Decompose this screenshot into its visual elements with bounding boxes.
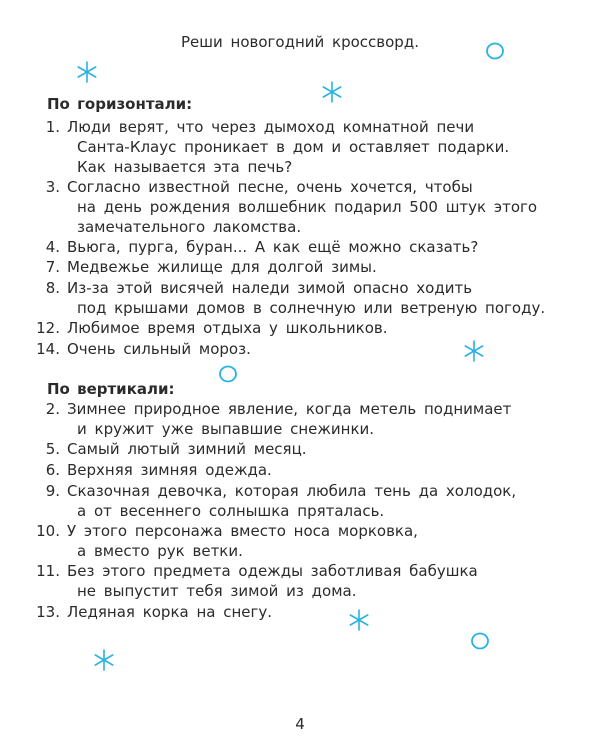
clue-line: Вьюга, пурга, буран... А как ещё можно сказать?: [67, 238, 479, 256]
snowflake-icon: [75, 60, 99, 84]
clue-line: замечательного лакомства.: [77, 218, 302, 236]
clue-line: Зимнее природное явление, когда метель поднимает: [67, 400, 512, 418]
clue-number: 12.: [36, 319, 60, 337]
clue-number: 14.: [36, 340, 60, 358]
clue-line: Как называется эта печь?: [77, 158, 293, 176]
clue-line: Ледяная корка на снегу.: [67, 603, 273, 621]
page-title: Реши новогодний кроссворд.: [181, 33, 419, 51]
clue-line: Люди верят, что через дымоход комнатной печи: [67, 118, 475, 136]
snowflake-icon: [462, 339, 486, 363]
clue-number: 8.: [45, 279, 60, 297]
snowflake-icon: [92, 648, 116, 672]
clue-line: Согласно известной песне, очень хочется, чтобы: [67, 178, 473, 196]
clue-line: Любимое время отдыха у школьников.: [67, 319, 388, 337]
clue-number: 11.: [36, 562, 60, 580]
clue-line: Сказочная девочка, которая любила тень да холодок,: [67, 482, 517, 500]
clue-number: 3.: [45, 178, 60, 196]
clue-number: 4.: [45, 238, 60, 256]
clue-line: на день рождения волшебник подарил 500 штук этого: [77, 198, 538, 216]
clue-line: под крышами домов в солнечную или ветреную погоду.: [77, 299, 546, 317]
clue-line: У этого персонажа вместо носа морковка,: [67, 522, 418, 540]
clue-line: Очень сильный мороз.: [67, 340, 251, 358]
horizontal-heading: По горизонтали:: [47, 95, 193, 113]
clue-line: Санта-Клаус проникает в дом и оставляет подарки.: [77, 138, 510, 156]
clue-line: и кружит уже выпавшие снежинки.: [77, 420, 375, 438]
page-number: 4: [295, 715, 305, 733]
clue-line: Из-за этой висячей наледи зимой опасно ходить: [67, 279, 473, 297]
clue-line: а вместо рук ветки.: [77, 542, 243, 560]
circle-icon: [217, 364, 239, 384]
clue-number: 13.: [36, 603, 60, 621]
clue-number: 1.: [45, 118, 60, 136]
circle-icon: [484, 41, 506, 61]
clue-line: а от весеннего солнышка пряталась.: [77, 502, 385, 520]
circle-icon: [469, 631, 491, 651]
clue-number: 9.: [45, 482, 60, 500]
clue-number: 7.: [45, 258, 60, 276]
clue-number: 10.: [36, 522, 60, 540]
clue-line: Самый лютый зимний месяц.: [67, 440, 307, 458]
clue-line: Верхняя зимняя одежда.: [67, 461, 272, 479]
clue-number: 2.: [45, 400, 60, 418]
vertical-heading: По вертикали:: [47, 380, 175, 398]
clue-number: 5.: [45, 440, 60, 458]
clue-line: Без этого предмета одежды заботливая бабушка: [67, 562, 478, 580]
snowflake-icon: [320, 80, 344, 104]
clue-number: 6.: [45, 461, 60, 479]
clue-line: Медвежье жилище для долгой зимы.: [67, 258, 377, 276]
snowflake-icon: [347, 608, 371, 632]
clue-line: не выпустит тебя зимой из дома.: [77, 582, 357, 600]
